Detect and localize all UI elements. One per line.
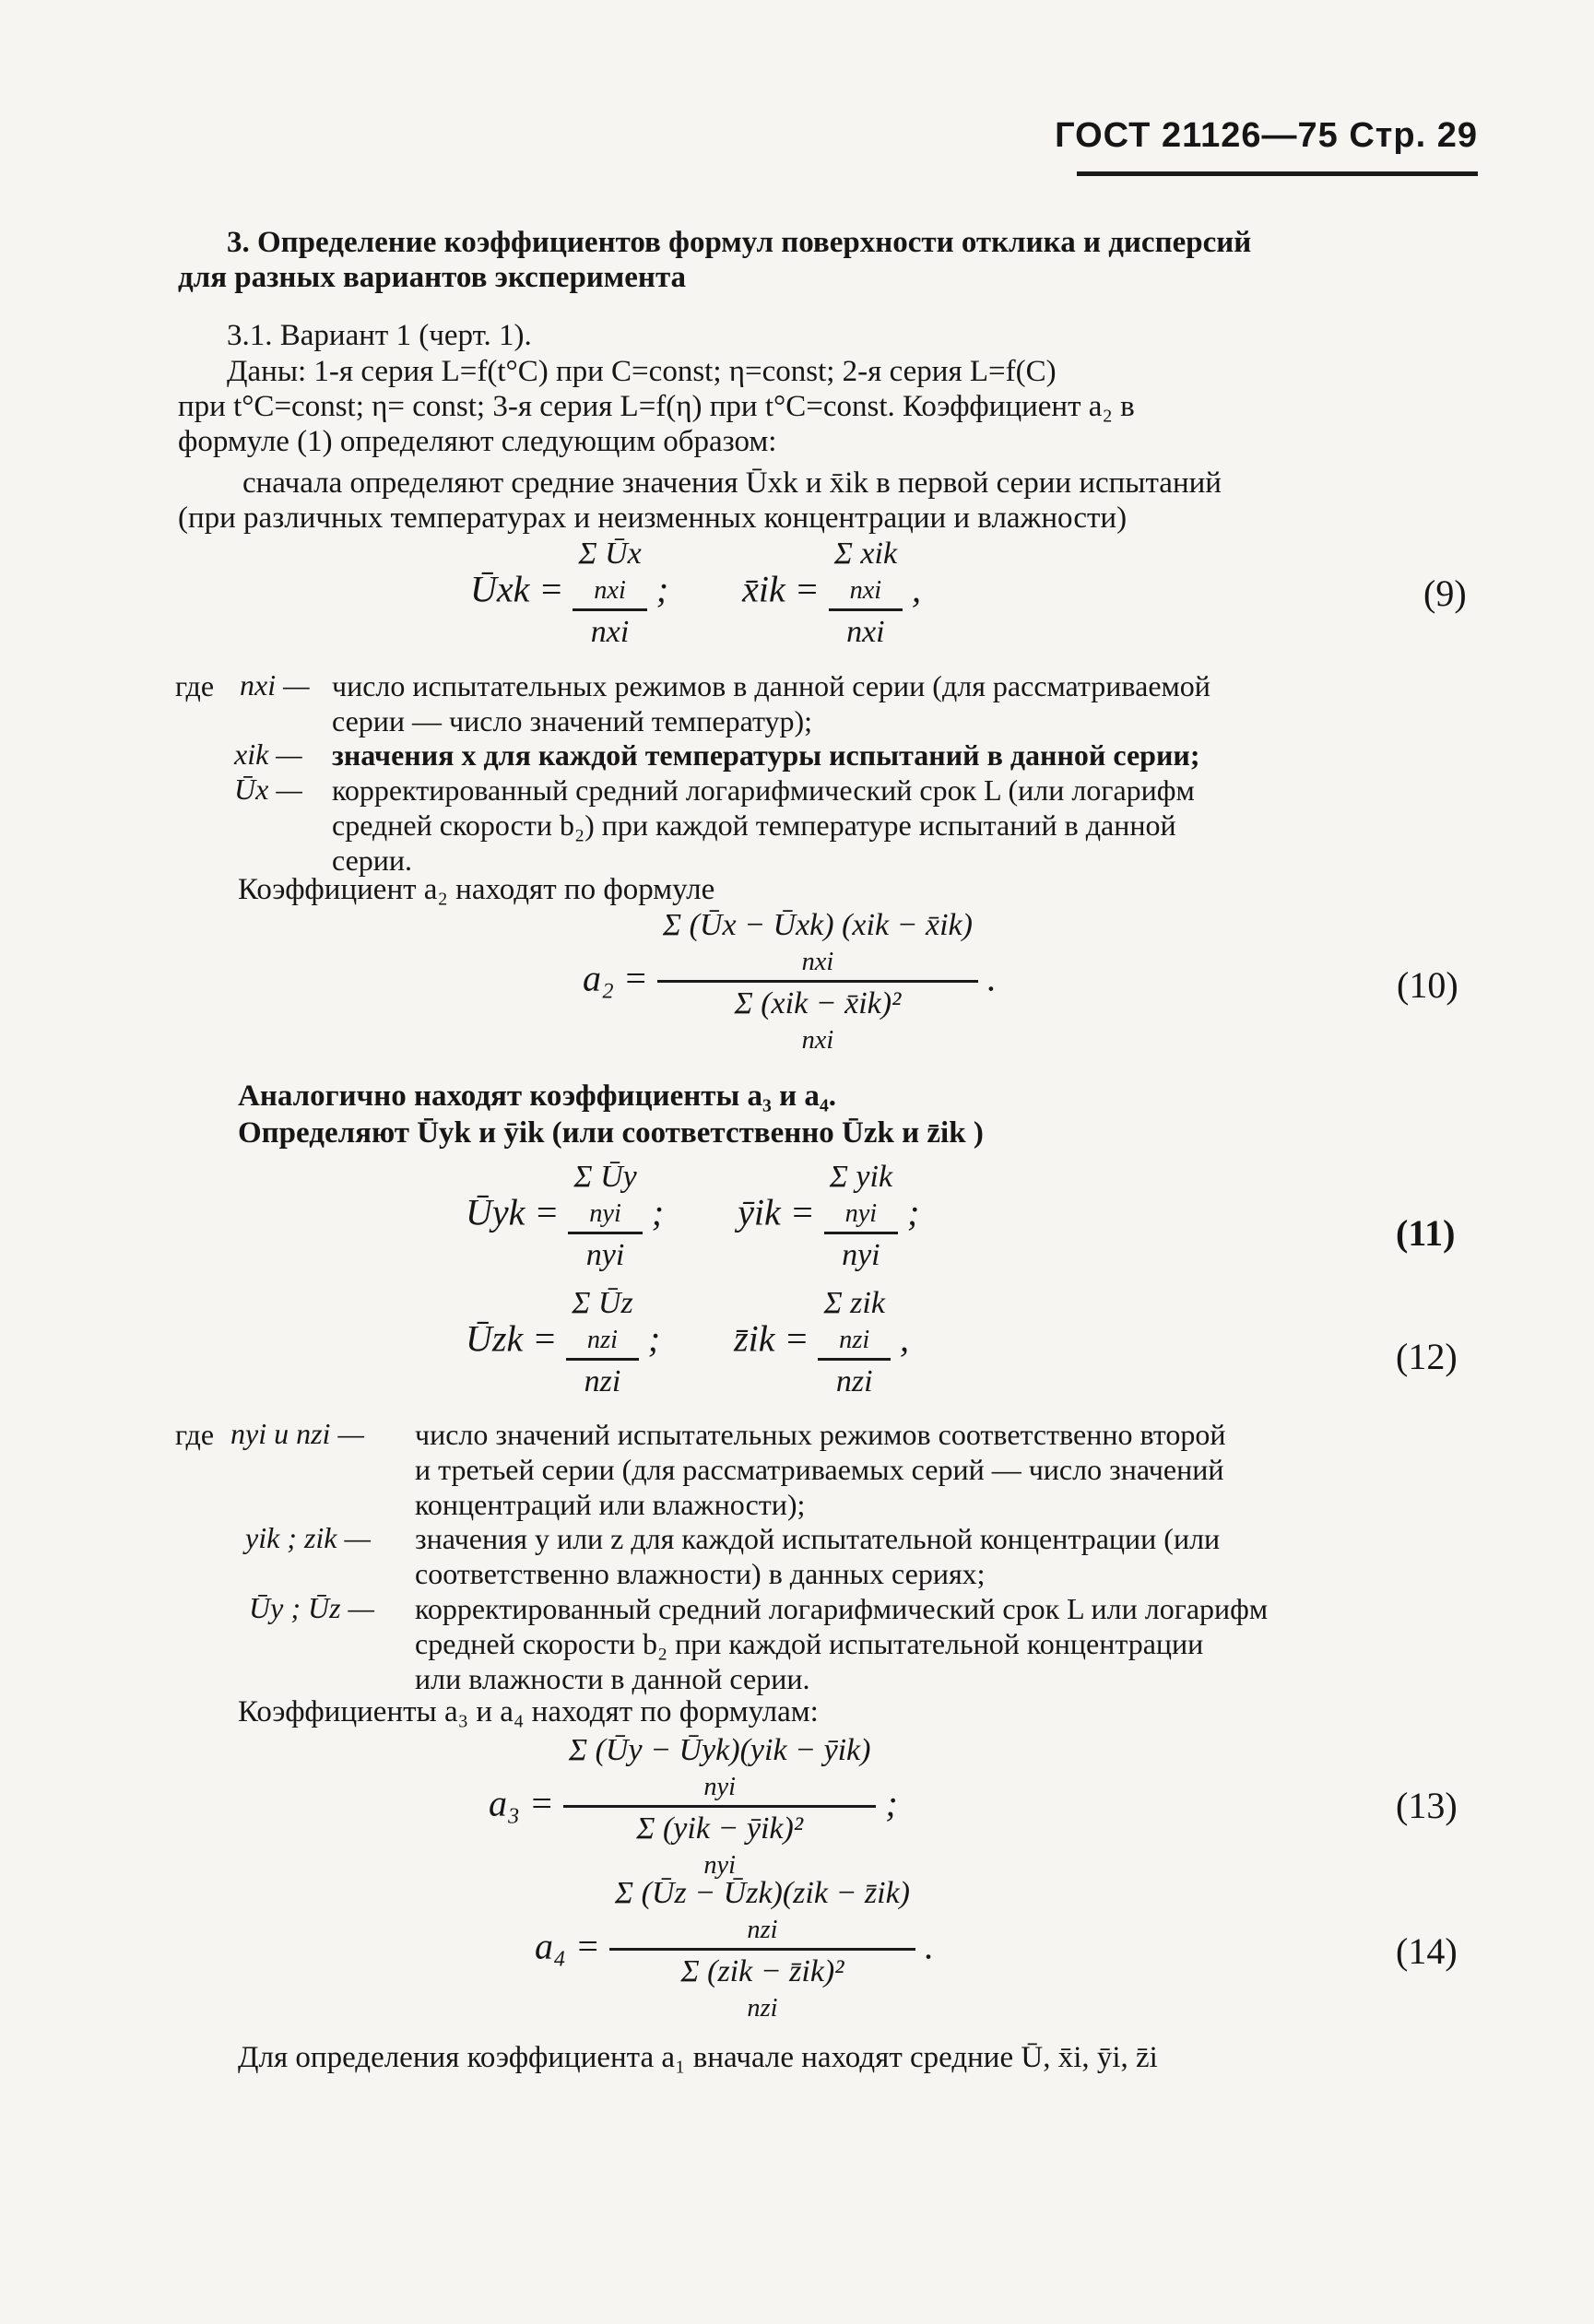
eq10-fraction (657, 908, 978, 1056)
eq12-number: (12) (1396, 1336, 1458, 1377)
eq10-numsub: nxi (801, 948, 834, 976)
eq11-den1: nyi (585, 1238, 625, 1272)
eq11-lhs1: Ūyk = (466, 1191, 560, 1233)
def1-text3b: средней скорости b₂) при каждой температуре испытаний в данной (332, 808, 1176, 842)
eq9-sep: ; (655, 568, 669, 610)
def2-text1b: и третьей серии (для рассматриваемых серий — число значений (415, 1453, 1224, 1486)
eq9-number: (9) (1423, 572, 1467, 614)
eq13-numsub: nyi (703, 1773, 736, 1801)
eq9-num2: Σ xik (833, 537, 898, 571)
def2-term2: yik ; zik — (245, 1521, 371, 1554)
eq12-sub1: nzi (586, 1326, 618, 1354)
eq11-num1: Σ Ūy (573, 1160, 637, 1194)
def2-text1c: концентраций или влажности); (415, 1488, 806, 1521)
def1-text3c: серии. (332, 843, 413, 877)
final-line: Для определения коэффициента a₁ вначале находят средние Ū, x̄i, ȳi, z̄i (238, 2041, 1158, 2074)
eq10-den: Σ (xik − x̄ik)² (734, 986, 902, 1020)
a34-intro: Коэффициенты a₃ и a₄ находят по формулам: (238, 1695, 819, 1728)
def2-text3b: средней скорости b₂ при каждой испытательной концентрации (415, 1627, 1204, 1660)
equation-10 (583, 908, 997, 1056)
eq11-den2: nyi (842, 1238, 880, 1272)
eq9-fraction1 (573, 537, 646, 650)
eq10-lhs: a₂ = (583, 957, 648, 999)
eq12-fraction2 (818, 1286, 890, 1399)
def2-text3 (415, 1591, 1484, 1696)
eq10-densub: nxi (801, 1026, 834, 1055)
eq13-end: ; (885, 1782, 898, 1824)
header-rule (1077, 171, 1478, 176)
def2-text2 (415, 1521, 1484, 1591)
eq14-number: (14) (1396, 1930, 1458, 1972)
eq12-num1: Σ Ūz (572, 1286, 633, 1320)
def1-text3 (332, 773, 1484, 878)
eq9-den2: nxi (846, 615, 885, 649)
eq13-lhs: a₃ = (489, 1782, 554, 1824)
eq13-num: Σ (Ūy − Ūyk)(yik − ȳik) (568, 1733, 871, 1767)
eq14-fraction (609, 1876, 915, 2024)
eq13-den: Σ (yik − ȳik)² (636, 1811, 804, 1846)
def1-text3a: корректированный средний логарифмический срок L (или логарифм (332, 773, 1195, 807)
equation-14 (535, 1876, 934, 2024)
eq11-fraction1 (568, 1160, 642, 1273)
given-line1: Даны: 1-я серия L=f(t°C) при C=const; η=const; 2-я серия L=f(C) (227, 355, 1057, 388)
eq12-lhs1: Ūzk = (466, 1317, 558, 1360)
eq9-den1: nxi (590, 615, 630, 649)
page-header: ГОСТ 21126—75 Стр. 29 (1055, 116, 1478, 155)
def2-text2b: соответственно влажности) в данных сериях; (415, 1557, 986, 1590)
def1-term3: Ūx — (234, 773, 302, 806)
eq11-lhs2: ȳik = (738, 1191, 815, 1233)
eq9-lhs1: Ūxk = (470, 568, 564, 610)
eq10-end: . (986, 957, 997, 999)
eq13-densub: nyi (703, 1851, 736, 1880)
eq9-end: , (912, 568, 922, 610)
equation-12 (466, 1286, 909, 1399)
eq11-end: ; (907, 1191, 920, 1233)
first-series-line1: сначала определяют средние значения Ūxk и x̄ik в первой серии испытаний (242, 466, 1222, 500)
eq9-fraction2 (829, 537, 903, 650)
determine-text: Определяют Ūyk и ȳik (или соответственно Ūzk и z̄ik ) (238, 1116, 984, 1150)
equation-13 (489, 1733, 898, 1882)
def2-text3c: или влажности в данной серии. (415, 1662, 810, 1695)
def2-text1 (415, 1417, 1484, 1522)
eq12-sub2: nzi (839, 1326, 870, 1354)
eq11-num2: Σ yik (829, 1160, 893, 1194)
eq12-fraction1 (566, 1286, 639, 1399)
eq12-den2: nzi (835, 1364, 873, 1398)
def1-term1: nxi — (240, 668, 310, 702)
where-label-2: где (175, 1418, 215, 1451)
def1-term2: xik — (234, 737, 302, 771)
section-heading-line1: 3. Определение коэффициентов формул поверхности отклика и дисперсий (227, 226, 1252, 259)
eq14-lhs: a₄ = (535, 1925, 600, 1967)
eq14-end: . (924, 1925, 934, 1967)
eq12-lhs2: z̄ik = (734, 1317, 809, 1360)
eq10-number: (10) (1397, 964, 1458, 1006)
def2-text1a: число значений испытательных режимов соответственно второй (415, 1418, 1226, 1451)
eq11-sep: ; (651, 1191, 665, 1233)
eq14-numsub: nzi (747, 1916, 778, 1944)
def1-text2: значения x для каждой температуры испытаний в данной серии; (332, 738, 1200, 772)
eq9-sub2: nxi (849, 576, 882, 605)
eq13-fraction (563, 1733, 877, 1882)
def2-term3: Ūy ; Ūz — (249, 1591, 374, 1624)
a2-intro: Коэффициент a₂ находят по формуле (238, 873, 715, 906)
eq13-number: (13) (1396, 1785, 1458, 1826)
eq9-num1: Σ Ūx (578, 537, 642, 571)
eq14-den: Σ (zik − z̄ik)² (680, 1954, 844, 1988)
def1-text1a: число испытательных режимов в данной серии (для рассматриваемой (332, 669, 1210, 702)
similar-text: Аналогично находят коэффициенты a₃ и a₄. (238, 1079, 837, 1113)
eq10-num: Σ (Ūx − Ūxk) (xik − x̄ik) (662, 908, 973, 942)
given-line3: формуле (1) определяют следующим образом: (178, 425, 777, 458)
eq11-sub2: nyi (844, 1199, 878, 1228)
variant-title: 3.1. Вариант 1 (черт. 1). (227, 319, 532, 352)
eq12-den1: nzi (584, 1364, 621, 1398)
section-heading-line2: для разных вариантов эксперимента (178, 261, 687, 294)
equation-9 (470, 537, 921, 650)
def2-text3a: корректированный средний логарифмический срок L или логарифм (415, 1592, 1269, 1625)
def1-text1 (332, 668, 1484, 738)
def1-text1b: серии — число значений температур); (332, 704, 813, 737)
where-label-1: где (175, 669, 215, 702)
eq12-end: , (899, 1317, 909, 1360)
equation-11 (466, 1160, 919, 1273)
def2-term1: nyi и nzi — (230, 1417, 364, 1450)
eq9-lhs2: x̄ik = (742, 568, 820, 610)
eq14-densub: nzi (747, 1994, 778, 2023)
def2-text2a: значения y или z для каждой испытательной концентрации (или (415, 1522, 1221, 1555)
eq9-sub1: nxi (594, 576, 626, 605)
eq11-fraction2 (824, 1160, 898, 1273)
eq12-sep: ; (647, 1317, 661, 1360)
eq11-number: (11) (1396, 1212, 1456, 1254)
given-line2: при t°C=const; η= const; 3-я серия L=f(η) при t°C=const. Коэффициент a₂ в (178, 390, 1135, 423)
eq12-num2: Σ zik (823, 1286, 885, 1320)
first-series-line2: (при различных температурах и неизменных концентрации и влажности) (178, 501, 1128, 535)
eq14-num: Σ (Ūz − Ūzk)(zik − z̄ik) (614, 1876, 910, 1910)
eq11-sub1: nyi (589, 1199, 621, 1228)
